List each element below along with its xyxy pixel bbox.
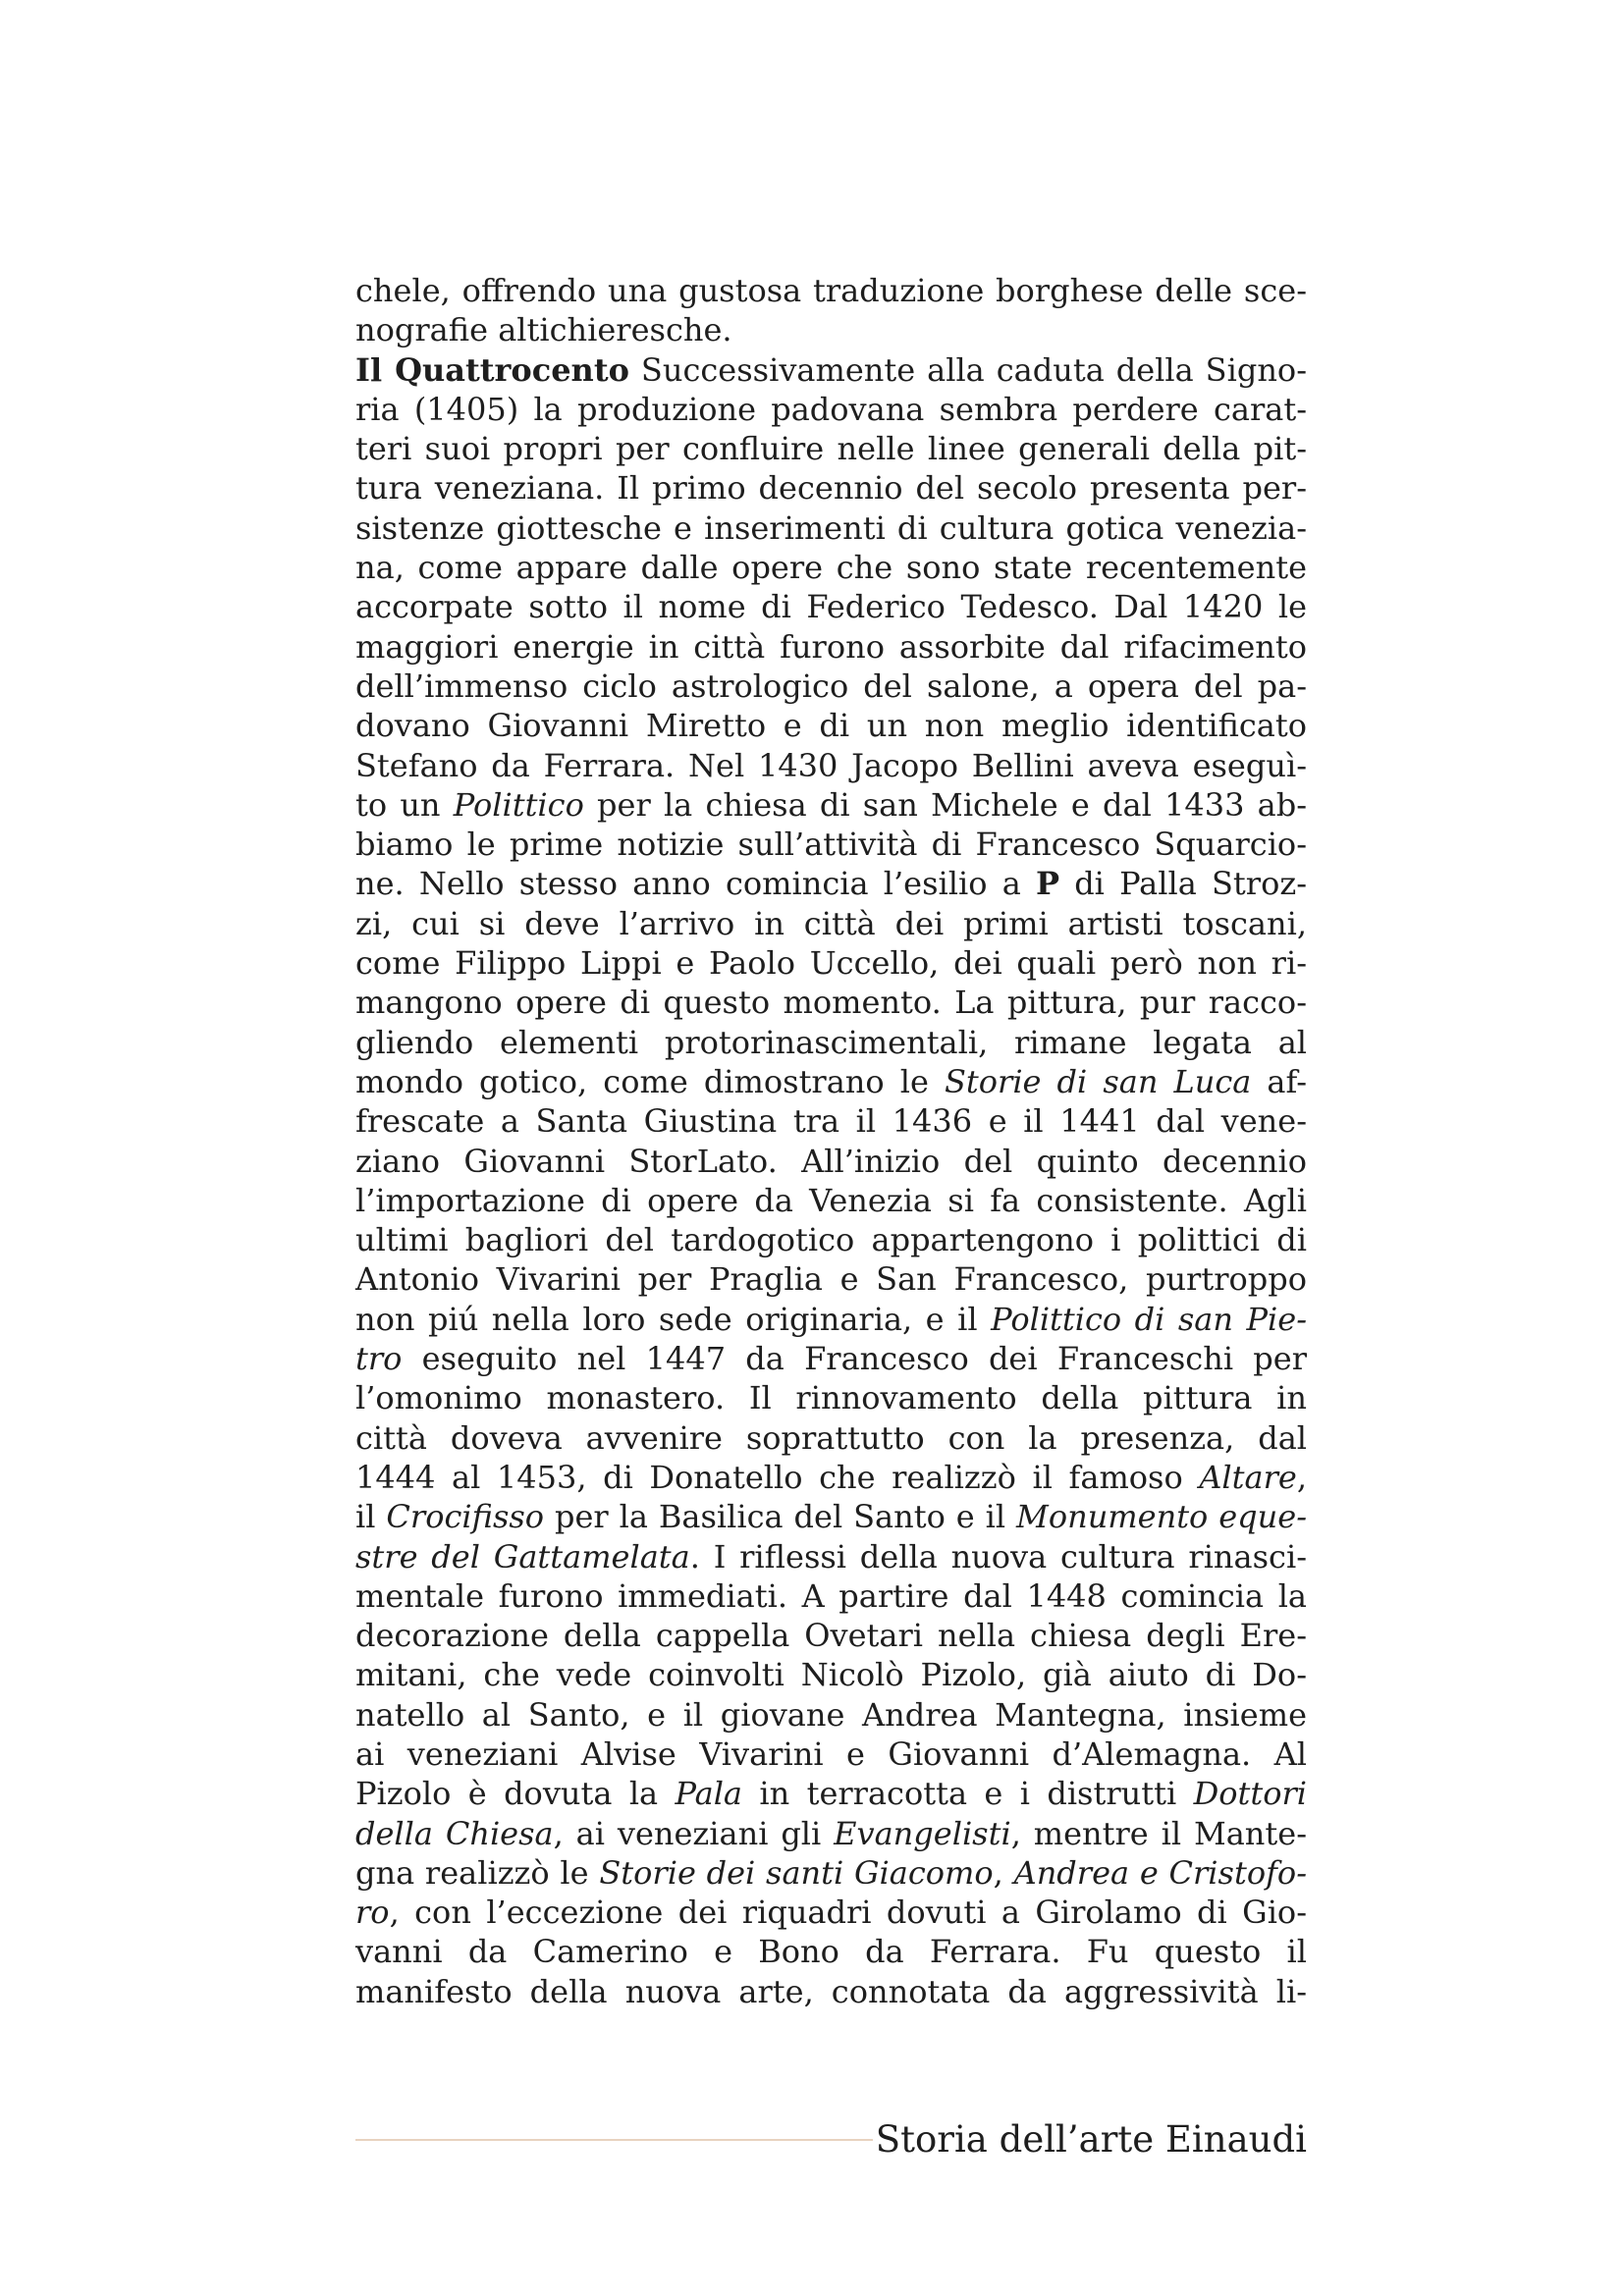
text-line	[355, 1220, 1307, 1259]
body-text	[355, 271, 1307, 2011]
text-run: gna realizzò le	[355, 1853, 600, 1892]
text-run: eseguito nel 1447 da Francesco dei Franceschi per	[402, 1340, 1307, 1378]
text-line	[355, 468, 1307, 507]
text-run: l’omonimo monastero. Il rinnovamento della pittura in	[355, 1379, 1307, 1417]
text-run: mangono opere di questo momento. La pittura, pur racco-	[355, 984, 1307, 1022]
text-run: per la chiesa di san Michele e dal 1433 ab-	[583, 785, 1308, 824]
text-line	[355, 1972, 1307, 2011]
text-run: Successivamente alla caduta della Signo-	[628, 350, 1308, 389]
text-line	[355, 785, 1307, 825]
text-run: biamo le prime notizie sull’attività di Francesco Squarcio-	[355, 826, 1307, 864]
text-line	[355, 1695, 1307, 1735]
text-run: , con l’eccezione dei riquadri dovuti a Girolamo di Gio-	[389, 1894, 1307, 1932]
text-run: ,	[993, 1853, 1014, 1892]
text-run: Pizolo è dovuta la	[355, 1775, 676, 1813]
italic-run: Polittico di san Pie-	[991, 1300, 1308, 1338]
text-run: frescate a Santa Giustina tra il 1436 e il 1441 dal vene-	[355, 1102, 1307, 1141]
text-line	[355, 390, 1307, 429]
text-line	[355, 904, 1307, 943]
text-line	[355, 1062, 1307, 1101]
text-run: , mentre il Mante-	[1010, 1814, 1308, 1852]
text-line	[355, 706, 1307, 745]
italic-run: Monumento eque-	[1016, 1498, 1308, 1536]
text-run: vanni da Camerino e Bono da Ferrara. Fu questo il	[355, 1933, 1307, 1971]
text-run: sistenze giottesche e inserimenti di cultura gotica venezia-	[355, 508, 1307, 547]
text-run: maggiori energie in città furono assorbite dal rifacimento	[355, 627, 1307, 666]
italic-run: stre del Gattamelata	[355, 1537, 690, 1575]
text-line	[355, 1181, 1307, 1220]
text-run: Antonio Vivarini per Praglia e San Francesco, purtroppo	[355, 1260, 1307, 1299]
text-run: manifesto della nuova arte, connotata da aggressività li-	[355, 1972, 1307, 2010]
text-line	[355, 1101, 1307, 1141]
text-run: ,	[1296, 1458, 1307, 1496]
italic-run: Andrea e Cristofo-	[1013, 1853, 1308, 1892]
text-line	[355, 1418, 1307, 1458]
text-run: natello al Santo, e il giovane Andrea Mantegna, insieme	[355, 1695, 1307, 1734]
text-line	[355, 271, 1307, 310]
text-line	[355, 1259, 1307, 1299]
italic-run: della Chiesa	[355, 1814, 554, 1852]
text-line	[355, 1853, 1307, 1893]
bold-run: P	[1035, 865, 1060, 903]
text-run: dovano Giovanni Miretto e di un non meglio identificato	[355, 707, 1307, 745]
text-run: ai veneziani Alvise Vivarini e Giovanni d’Alemagna. Al	[355, 1735, 1307, 1773]
text-run: di Palla Stroz-	[1059, 865, 1308, 903]
text-run: Stefano da Ferrara. Nel 1430 Jacopo Bellini aveva eseguì-	[355, 746, 1307, 784]
text-line	[355, 1023, 1307, 1062]
text-run: zi, cui si deve l’arrivo in città dei primi artisti toscani,	[355, 904, 1307, 942]
text-line	[355, 587, 1307, 626]
italic-run: ro	[355, 1894, 390, 1932]
italic-run: Storie di san Luca	[944, 1062, 1252, 1100]
text-line	[355, 1458, 1307, 1497]
text-run: chele, offrendo una gustosa traduzione borghese delle sce-	[355, 272, 1307, 309]
text-line	[355, 1576, 1307, 1616]
text-run: mentale furono immediati. A partire dal 1448 comincia la	[355, 1576, 1307, 1615]
text-run: il	[355, 1498, 387, 1536]
text-line	[355, 1142, 1307, 1181]
text-run: gliendo elementi protorinascimentali, rimane legata al	[355, 1023, 1307, 1061]
page-footer	[355, 2110, 1307, 2169]
italic-run: Crocifisso	[386, 1498, 545, 1536]
italic-run: Evangelisti	[834, 1814, 1011, 1852]
text-line	[355, 864, 1307, 903]
text-line	[355, 1497, 1307, 1536]
text-line	[355, 1932, 1307, 1971]
text-line	[355, 983, 1307, 1022]
text-line	[355, 1893, 1307, 1932]
text-run: ultimi bagliori del tardogotico appartengono i polittici di	[355, 1221, 1307, 1259]
text-run: in terracotta e i distrutti	[742, 1775, 1194, 1813]
text-run: to un	[355, 785, 454, 824]
italic-run: Dottori	[1193, 1775, 1308, 1813]
bold-run: Il Quattrocento	[355, 350, 629, 389]
text-run: . I riflessi della nuova cultura rinasci-	[689, 1537, 1308, 1575]
text-line	[355, 1300, 1307, 1339]
text-run: af-	[1251, 1062, 1308, 1100]
text-line	[355, 825, 1307, 864]
text-run: ziano Giovanni StorLato. All’inizio del quinto decennio	[355, 1142, 1307, 1180]
text-line	[355, 310, 1307, 349]
text-line	[355, 1537, 1307, 1576]
text-line	[355, 548, 1307, 587]
text-run: mitani, che vede coinvolti Nicolò Pizolo, già aiuto di Do-	[355, 1656, 1307, 1694]
text-line	[355, 746, 1307, 785]
italic-run: Storie dei santi Giacomo	[599, 1853, 994, 1892]
text-run: , ai veneziani gli	[553, 1814, 835, 1852]
text-run: decorazione della cappella Ovetari nella chiesa degli Ere-	[355, 1617, 1307, 1655]
text-run: ria (1405) la produzione padovana sembra perdere carat-	[355, 390, 1307, 428]
text-run: dell’immenso ciclo astrologico del salone, a opera del pa-	[355, 667, 1307, 705]
text-run: l’importazione di opere da Venezia si fa consistente. Agli	[355, 1181, 1307, 1219]
text-line	[355, 627, 1307, 667]
text-run: ne. Nello stesso anno comincia l’esilio a	[355, 865, 1036, 903]
text-line	[355, 429, 1307, 468]
italic-run: Pala	[675, 1775, 742, 1813]
text-line	[355, 1735, 1307, 1774]
text-line	[355, 1814, 1307, 1853]
text-run: per la Basilica del Santo e il	[544, 1498, 1017, 1536]
italic-run: tro	[355, 1340, 403, 1378]
text-run: accorpate sotto il nome di Federico Tedesco. Dal 1420 le	[355, 588, 1307, 626]
text-run: teri suoi propri per confluire nelle linee generali della pit-	[355, 430, 1307, 468]
italic-run: Altare	[1199, 1458, 1297, 1496]
text-run: mondo gotico, come dimostrano le	[355, 1062, 945, 1100]
text-run: nografie altichieresche.	[355, 311, 732, 349]
text-line	[355, 1774, 1307, 1813]
footer-rule	[355, 2139, 873, 2141]
text-run: tura veneziana. Il primo decennio del secolo presenta per-	[355, 469, 1307, 507]
text-run: 1444 al 1453, di Donatello che realizzò il famoso	[355, 1458, 1200, 1496]
text-line	[355, 508, 1307, 548]
text-run: città doveva avvenire soprattutto con la presenza, dal	[355, 1418, 1307, 1457]
text-line	[355, 1655, 1307, 1694]
text-run: non piú nella loro sede originaria, e il	[355, 1300, 992, 1338]
footer-title: Storia dell’arte Einaudi	[875, 2118, 1307, 2161]
text-line	[355, 667, 1307, 706]
text-line	[355, 350, 1307, 390]
italic-run: Polittico	[453, 785, 584, 824]
text-line	[355, 943, 1307, 983]
text-line	[355, 1378, 1307, 1417]
text-run: na, come appare dalle opere che sono state recentemente	[355, 549, 1307, 587]
text-line	[355, 1339, 1307, 1378]
text-line	[355, 1616, 1307, 1655]
text-run: come Filippo Lippi e Paolo Uccello, dei quali però non ri-	[355, 944, 1307, 983]
